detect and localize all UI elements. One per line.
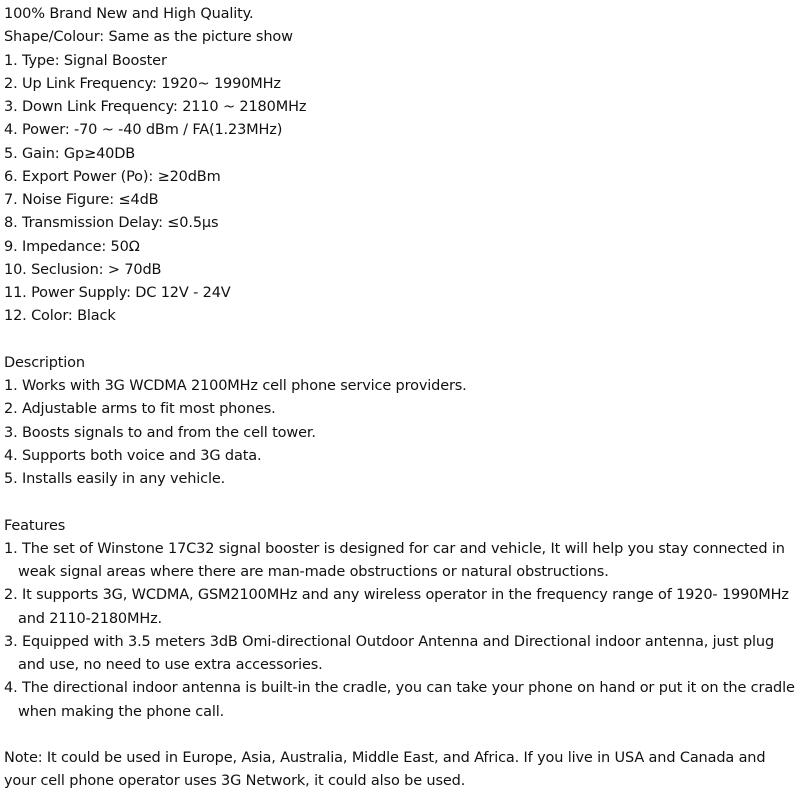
feature-item: 2. It supports 3G, WCDMA, GSM2100MHz and any wireless operator in the frequency range of 1920- 1990MHz and 2110-2180MHz. xyxy=(4,587,789,627)
section-spacer xyxy=(4,724,796,747)
intro-line: 100% Brand New and High Quality. xyxy=(4,6,254,22)
description-section xyxy=(4,352,796,492)
spec-item: 2. Up Link Frequency: 1920~ 1990MHz xyxy=(4,75,281,92)
description-item: 3. Boosts signals to and from the cell tower. xyxy=(4,424,316,441)
feature-item: 1. The set of Winstone 17C32 signal booster is designed for car and vehicle, It will help you stay connected in weak signal areas where there are man-made obstructions or natural obstructions. xyxy=(4,540,785,580)
usage-note: Note: It could be used in Europe, Asia, Australia, Middle East, and Africa. If you live in USA and Canada and your cell phone operator uses 3G Network, it could also be used. xyxy=(4,750,766,790)
spec-item: 5. Gain: Gp≥40DB xyxy=(4,145,136,162)
section-spacer xyxy=(4,329,796,352)
spec-item: 11. Power Supply: DC 12V - 24V xyxy=(4,285,231,301)
specification-list xyxy=(4,50,796,329)
spec-item: 6. Export Power (Po): ≥20dBm xyxy=(4,168,221,185)
product-description-document xyxy=(4,3,796,794)
spec-item: 12. Color: Black xyxy=(4,308,116,325)
section-heading: Description xyxy=(4,354,85,371)
spec-item: 7. Noise Figure: ≤4dB xyxy=(4,192,159,208)
spec-item: 8. Transmission Delay: ≤0.5μs xyxy=(4,215,219,232)
section-spacer xyxy=(4,491,796,514)
intro-line: Shape/Colour: Same as the picture show xyxy=(4,29,293,46)
spec-item: 4. Power: -70 ~ -40 dBm / FA(1.23MHz) xyxy=(4,122,283,139)
description-item: 1. Works with 3G WCDMA 2100MHz cell phone service providers. xyxy=(4,378,467,394)
description-item: 2. Adjustable arms to fit most phones. xyxy=(4,401,276,418)
section-heading: Features xyxy=(4,517,66,534)
feature-item: 4. The directional indoor antenna is built-in the cradle, you can take your phone on hand or put it on the cradle when making the phone call. xyxy=(4,680,795,720)
description-item: 5. Installs easily in any vehicle. xyxy=(4,471,226,487)
spec-item: 3. Down Link Frequency: 2110 ~ 2180MHz xyxy=(4,99,307,115)
spec-item: 10. Seclusion: > 70dB xyxy=(4,261,162,278)
spec-item: 1. Type: Signal Booster xyxy=(4,52,167,69)
features-section xyxy=(4,515,796,724)
description-item: 4. Supports both voice and 3G data. xyxy=(4,447,262,464)
spec-item: 9. Impedance: 50Ω xyxy=(4,238,140,255)
feature-item: 3. Equipped with 3.5 meters 3dB Omi-directional Outdoor Antenna and Directional indoor antenna, just plug and use, no need to use extra accessories. xyxy=(4,633,774,673)
